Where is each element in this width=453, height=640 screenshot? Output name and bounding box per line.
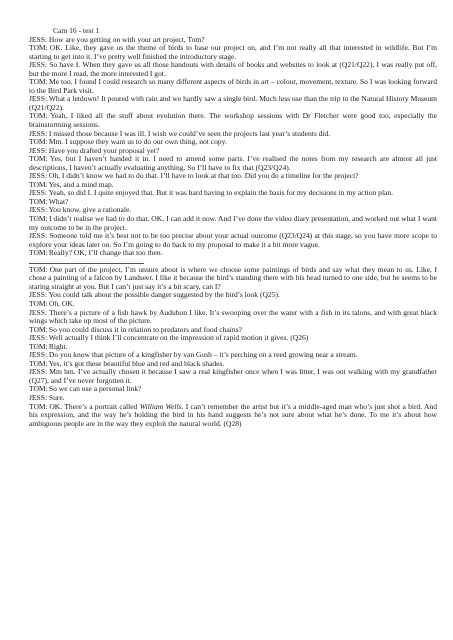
- speaker-label: TOM:: [29, 248, 48, 258]
- dialogue-text: What?: [48, 196, 69, 206]
- speaker-label: JESS:: [29, 205, 48, 215]
- dialogue-text: Right.: [48, 341, 68, 351]
- dialogue-line: [29, 309, 437, 326]
- dialogue-text: There’s a picture of a fish hawk by Audubon I like. It’s swooping over the water with a fish in its talons, and with great black wings which take up most of the picture.: [29, 307, 437, 326]
- speaker-label: TOM:: [29, 358, 48, 368]
- dialogue-line: [29, 291, 437, 300]
- speaker-label: JESS:: [29, 290, 48, 300]
- dialogue-line: [29, 78, 437, 95]
- speaker-label: TOM:: [29, 384, 48, 394]
- artwork-title: William Wells.: [139, 401, 184, 411]
- dialogue-line: [29, 249, 437, 258]
- dialogue-text: What a letdown! It poured with rain and we hardly saw a single bird. Much less use than the trip to the Natural History Museum (Q21/Q22).: [29, 94, 437, 112]
- document-title: Cam 16 - test 1: [53, 26, 100, 35]
- speaker-label: TOM:: [29, 179, 48, 189]
- speaker-label: JESS:: [29, 307, 48, 317]
- dialogue-line: [29, 155, 437, 172]
- dialogue-text: Someone told me it’s best not to be too precise about your actual outcome (Q23/Q24) at this stage, so you have more scope to explore your ideas later on. So I’m going to do back to my proposal to make it a bit more vague.: [29, 231, 437, 249]
- dialogue-text: Yes, it’s got these beautiful blue and red and black shades.: [48, 358, 225, 368]
- speaker-label: JESS:: [29, 171, 48, 181]
- dialogue-line: [29, 385, 437, 394]
- section-divider: [29, 263, 144, 264]
- speaker-label: TOM:: [29, 137, 48, 147]
- dialogue-text: Yeah, I liked all the stuff about evolution there. The workshop sessions with Dr Fletcher were good too, especially the brainstorming sessions.: [29, 111, 438, 130]
- speaker-label: TOM:: [29, 196, 48, 206]
- dialogue-text: You know, give a rationale.: [48, 205, 132, 215]
- speaker-label: JESS:: [29, 34, 48, 44]
- speaker-label: TOM:: [29, 401, 48, 411]
- dialogue-text: I can’t remember the artist but it’s a middle-aged man who’s just shot a bird. And his expression, and the way he’s holding the bird in his hand suggests he’s not sure about what he’s done. To me it’s about how ambiguous people are in the way they exploit the natural world. (Q28): [29, 401, 438, 428]
- dialogue-text: Really? OK, I’ll change that too then.: [48, 248, 163, 258]
- speaker-label: JESS:: [29, 350, 48, 360]
- dialogue-text: Sure.: [48, 392, 65, 402]
- dialogue-text: How are you getting on with your art project, Tom?: [48, 34, 205, 44]
- speaker-label: JESS:: [29, 60, 48, 70]
- speaker-label: JESS:: [29, 392, 48, 402]
- dialogue-line: [29, 95, 437, 112]
- dialogue-text: OK. There’s a portrait called: [49, 401, 140, 411]
- dialogue-text: Mm hm. I’ve actually chosen it because I saw a real kingfisher once when I was litter, I was out walking with my grandfather (Q27), and I’ve never forgotten it.: [29, 367, 437, 385]
- speaker-label: JESS:: [29, 145, 48, 155]
- speaker-label: JESS:: [29, 94, 48, 104]
- dialogue-line: [29, 61, 437, 78]
- dialogue-line: [29, 403, 437, 429]
- dialogue-text: Have you drafted your proposal yet?: [48, 145, 160, 155]
- speaker-label: JESS:: [29, 128, 48, 138]
- dialogue-line: [29, 232, 437, 249]
- dialogue-text: Mm. I suppose they want us to do our own thing, not copy.: [48, 137, 227, 147]
- dialogue-text: Yeah, so did I. I quite enjoyed that. But it was hard having to explain the basis for my decisions in my action plan.: [48, 188, 394, 198]
- dialogue-text: One part of the project, I’m unsure about is where we choose some paintings of birds and say what they mean to us. Like, I chose a painting of a falcon by Landseer. I like it because the bird’s standing there with his head turned to one side, but he seems to be staring straight at you. But I can’t just say it’s a bit scary, can I?: [29, 264, 438, 291]
- speaker-label: TOM:: [29, 111, 48, 121]
- speaker-label: TOM:: [29, 324, 48, 334]
- speaker-label: JESS:: [29, 367, 48, 377]
- dialogue-text: So have I. When they gave us all those handouts with details of books and websites to look at (Q21/Q22), I was really put off, but the more I read, the more interested I got.: [29, 60, 438, 78]
- dialogue-line: [29, 44, 437, 61]
- dialogue-line: [29, 368, 437, 385]
- dialogue-text: Oh, I didn’t know we had to do that. I’ll have to look at that too. Did you do a timeline for the project?: [48, 171, 359, 181]
- dialogue-line: [29, 266, 437, 292]
- dialogue-line: [29, 215, 437, 232]
- speaker-label: TOM:: [29, 77, 48, 87]
- dialogue-text: Do you know that picture of a kingfisher by van Gosh – it’s perching on a reed growing near a stream.: [48, 350, 358, 360]
- transcript-document: [29, 27, 437, 428]
- speaker-label: TOM:: [29, 154, 48, 164]
- dialogue-line: [29, 334, 437, 343]
- dialogue-text: OK. Like, they gave us the theme of birds to base our project on, and I’m not really all that interested in wildlife. But I’m starting to get into it. I’ve pretty well finished the introductory stage.: [29, 43, 437, 61]
- dialogue-text: So we can use a personal link?: [48, 384, 142, 394]
- speaker-label: TOM:: [29, 341, 48, 351]
- dialogue-text: So you could discuss it in relation to predators and food chains?: [48, 324, 242, 334]
- dialogue-text: You could talk about the possible danger suggested by the bird’s look (Q25).: [48, 290, 280, 300]
- transcript-part-2: [29, 266, 437, 428]
- speaker-label: JESS:: [29, 188, 48, 198]
- speaker-label: TOM:: [29, 264, 48, 274]
- speaker-label: TOM:: [29, 298, 48, 308]
- speaker-label: JESS:: [29, 231, 48, 241]
- dialogue-line: [29, 112, 437, 129]
- dialogue-text: I missed those because I was ill. I wish we could’ve seen the projects last year’s students did.: [48, 128, 331, 138]
- dialogue-text: Oh, OK.: [48, 298, 75, 308]
- speaker-label: JESS:: [29, 333, 48, 343]
- speaker-label: TOM:: [29, 43, 48, 53]
- dialogue-text: Me too. I found I could research so many different aspects of birds in art – colour, movement, texture. So I was looking forward to the Bird Park visit.: [29, 77, 437, 95]
- dialogue-text: Yes, but I haven’t handed it in. I need to amend some parts. I’ve realised the notes from my research are almost all just descriptions, I haven’t actually evaluating anything. So I’ll have to fix that (Q23/Q24).: [29, 154, 438, 172]
- transcript-part-1: [29, 36, 437, 258]
- dialogue-text: Yes, and a mind map.: [48, 179, 114, 189]
- speaker-label: TOM:: [29, 214, 48, 224]
- dialogue-text: Well actually I think I’ll concentrate on the impression of rapid motion it gives. (Q26): [48, 333, 309, 343]
- dialogue-line: [29, 189, 437, 198]
- dialogue-text: I didn’t realise we had to do that. OK, I can add it now. And I’ve done the video diary presentation, and worked out what I want my outcome to be in the project.: [29, 214, 438, 232]
